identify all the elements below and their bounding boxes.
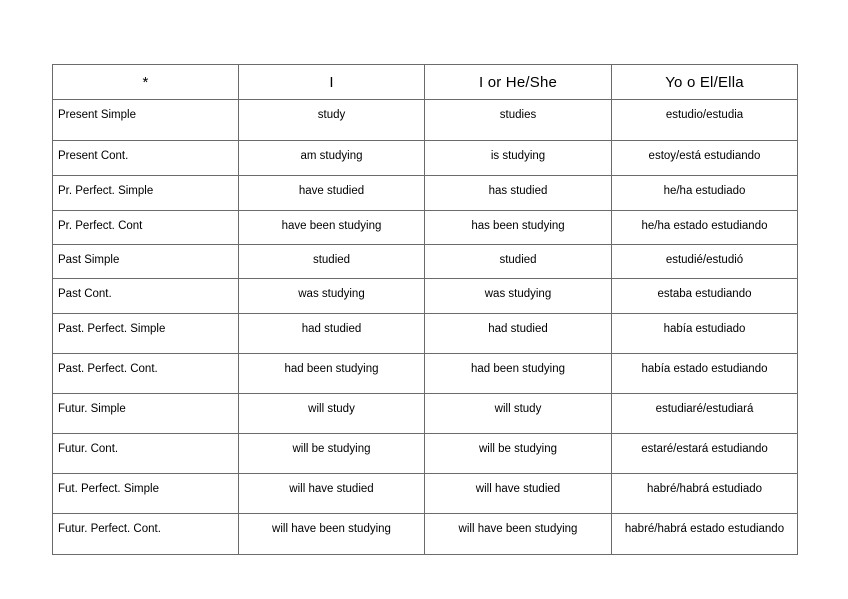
tense-cell: Past. Perfect. Simple [53, 314, 239, 354]
table-row [53, 514, 798, 555]
form-i-cell: will have studied [239, 474, 425, 514]
form-he-she-cell: is studying [425, 141, 612, 176]
tense-cell: Pr. Perfect. Simple [53, 176, 239, 211]
form-yo-el-cell: he/ha estudiado [612, 176, 798, 211]
form-i-cell: have studied [239, 176, 425, 211]
tense-cell: Fut. Perfect. Simple [53, 474, 239, 514]
table-row [53, 176, 798, 211]
form-i-cell: will be studying [239, 434, 425, 474]
form-yo-el-cell: estaré/estará estudiando [612, 434, 798, 474]
form-he-she-cell: has studied [425, 176, 612, 211]
tense-cell: Futur. Cont. [53, 434, 239, 474]
tense-cell: Past. Perfect. Cont. [53, 354, 239, 394]
form-he-she-cell: studied [425, 245, 612, 279]
form-yo-el-cell: he/ha estado estudiando [612, 211, 798, 245]
table-row [53, 314, 798, 354]
form-i-cell: had studied [239, 314, 425, 354]
form-yo-el-cell: estudio/estudia [612, 100, 798, 141]
form-he-she-cell: had been studying [425, 354, 612, 394]
form-i-cell: am studying [239, 141, 425, 176]
form-i-cell: had been studying [239, 354, 425, 394]
tense-cell: Pr. Perfect. Cont [53, 211, 239, 245]
form-he-she-cell: will study [425, 394, 612, 434]
table-header-row [53, 65, 798, 100]
table-row [53, 211, 798, 245]
form-i-cell: study [239, 100, 425, 141]
header-cell-yo-o-el-ella: Yo o El/Ella [612, 65, 798, 100]
tense-cell: Present Simple [53, 100, 239, 141]
tense-cell: Past Simple [53, 245, 239, 279]
form-he-she-cell: will be studying [425, 434, 612, 474]
tense-cell: Present Cont. [53, 141, 239, 176]
form-he-she-cell: studies [425, 100, 612, 141]
form-yo-el-cell: habré/habrá estado estudiando [612, 514, 798, 555]
header-cell-i-or-he-she: I or He/She [425, 65, 612, 100]
form-yo-el-cell: había estado estudiando [612, 354, 798, 394]
header-cell-tense: * [53, 65, 239, 100]
table-row [53, 394, 798, 434]
tense-cell: Futur. Simple [53, 394, 239, 434]
form-yo-el-cell: estudiaré/estudiará [612, 394, 798, 434]
table-row [53, 141, 798, 176]
table-row [53, 354, 798, 394]
table-row [53, 279, 798, 314]
table-row [53, 474, 798, 514]
form-i-cell: was studying [239, 279, 425, 314]
form-i-cell: will study [239, 394, 425, 434]
tense-cell: Futur. Perfect. Cont. [53, 514, 239, 555]
table-row [53, 245, 798, 279]
form-he-she-cell: was studying [425, 279, 612, 314]
form-i-cell: have been studying [239, 211, 425, 245]
form-yo-el-cell: estudié/estudió [612, 245, 798, 279]
table-row [53, 100, 798, 141]
form-i-cell: studied [239, 245, 425, 279]
form-he-she-cell: will have studied [425, 474, 612, 514]
form-yo-el-cell: habré/habrá estudiado [612, 474, 798, 514]
form-he-she-cell: had studied [425, 314, 612, 354]
form-yo-el-cell: estoy/está estudiando [612, 141, 798, 176]
form-i-cell: will have been studying [239, 514, 425, 555]
form-yo-el-cell: había estudiado [612, 314, 798, 354]
verb-conjugation-table [52, 64, 798, 555]
tense-cell: Past Cont. [53, 279, 239, 314]
table-row [53, 434, 798, 474]
form-yo-el-cell: estaba estudiando [612, 279, 798, 314]
form-he-she-cell: has been studying [425, 211, 612, 245]
form-he-she-cell: will have been studying [425, 514, 612, 555]
header-cell-i: I [239, 65, 425, 100]
